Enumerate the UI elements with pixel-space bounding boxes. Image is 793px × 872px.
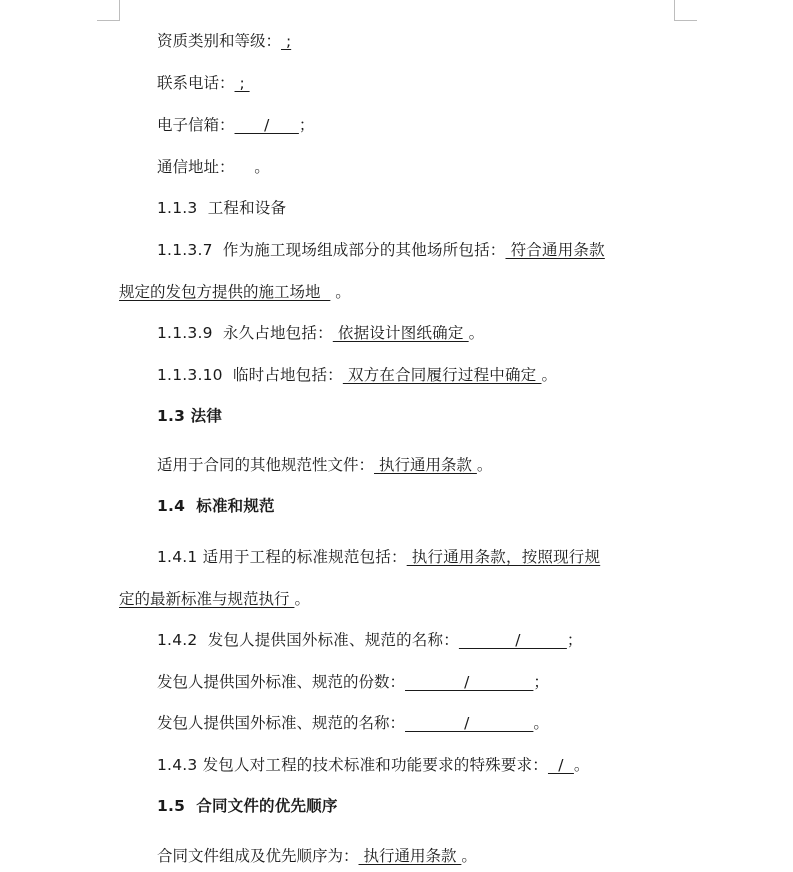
line-text: 电子信箱： [157, 116, 235, 134]
doc-line-1-4-1 [157, 545, 793, 569]
doc-line-1-4-3 [157, 753, 793, 777]
line-end: ； [533, 673, 549, 691]
fill-blank: 定的最新标准与规范执行 [119, 590, 295, 608]
fill-blank: / [405, 673, 534, 691]
line-end: ； [566, 631, 583, 649]
doc-line-address [157, 155, 793, 179]
doc-line-1-4-2 [157, 628, 793, 652]
fill-blank: ; [281, 32, 292, 50]
page-corner-mark-left [97, 0, 120, 21]
line-end: 。 [476, 456, 493, 474]
fill-blank: 执行通用条款，按照现行规 [406, 548, 601, 566]
line-end: 。 [234, 158, 270, 176]
line-text: 1.1.3.7 作为施工现场组成部分的其他场所包括： [157, 241, 506, 259]
doc-line-1-1-3-7 [157, 238, 793, 262]
doc-line-1-1-3-10 [157, 363, 793, 387]
fill-blank: 双方在合同履行过程中确定 [342, 366, 542, 384]
line-text: 1.1.3.9 永久占地包括： [157, 324, 333, 342]
doc-line-1-4-1-cont [119, 587, 793, 611]
line-end: 。 [330, 283, 351, 301]
line-text: 1.4.3 发包人对工程的技术标准和功能要求的特殊要求： [157, 756, 548, 774]
section-heading-1-5 [157, 794, 793, 818]
line-text: 1.1.3 工程和设备 [157, 199, 287, 217]
line-text: 1.3 法律 [157, 407, 223, 425]
line-text: 1.5 合同文件的优先顺序 [157, 797, 338, 815]
line-text: 合同文件组成及优先顺序为： [157, 847, 359, 865]
line-end: ； [298, 116, 315, 134]
line-end: 。 [468, 324, 485, 342]
fill-blank: / [405, 714, 534, 732]
section-heading-1-3 [157, 404, 793, 428]
section-heading-1-4 [157, 494, 793, 518]
line-end: 。 [461, 847, 477, 865]
fill-blank: / [234, 116, 299, 134]
line-text: 发包人提供国外标准、规范的份数： [157, 673, 406, 691]
line-text: 1.1.3.10 临时占地包括： [157, 366, 343, 384]
fill-blank: / [547, 756, 574, 774]
doc-line-email [157, 113, 793, 137]
page-corner-mark-right [674, 0, 697, 21]
line-text: 1.4.2 发包人提供国外标准、规范的名称： [157, 631, 459, 649]
fill-blank: 执行通用条款 [358, 847, 462, 865]
doc-line-1-1-3-9 [157, 321, 793, 345]
doc-line-foreign-standards-name [157, 711, 793, 735]
line-text: 1.4 标准和规范 [157, 497, 275, 515]
line-end: 。 [541, 366, 558, 384]
line-text: 资质类别和等级： [157, 32, 282, 50]
line-end: 。 [533, 714, 549, 732]
doc-line-phone [157, 71, 793, 95]
fill-blank: 规定的发包方提供的施工场地 [119, 283, 331, 301]
doc-line-1-1-3-7-cont [119, 280, 793, 304]
line-text: 发包人提供国外标准、规范的名称： [157, 714, 406, 732]
doc-line-qualification [157, 29, 793, 53]
line-text: 通信地址： [157, 158, 235, 176]
line-text: 联系电话： [157, 74, 235, 92]
fill-blank: ; [234, 74, 250, 92]
fill-blank: 符合通用条款 [505, 241, 605, 259]
doc-line-foreign-standards-copies [157, 670, 793, 694]
line-text: 1.4.1 适用于工程的标准规范包括： [157, 548, 407, 566]
line-text: 适用于合同的其他规范性文件： [157, 456, 375, 474]
line-end: 。 [573, 756, 590, 774]
fill-blank: 依据设计图纸确定 [332, 324, 469, 342]
doc-line-priority-order [157, 844, 793, 868]
doc-line-other-norms [157, 453, 793, 477]
fill-blank: 执行通用条款 [374, 456, 477, 474]
fill-blank: / [458, 631, 567, 649]
section-heading-1-1-3 [157, 196, 793, 220]
line-end: 。 [294, 590, 310, 608]
